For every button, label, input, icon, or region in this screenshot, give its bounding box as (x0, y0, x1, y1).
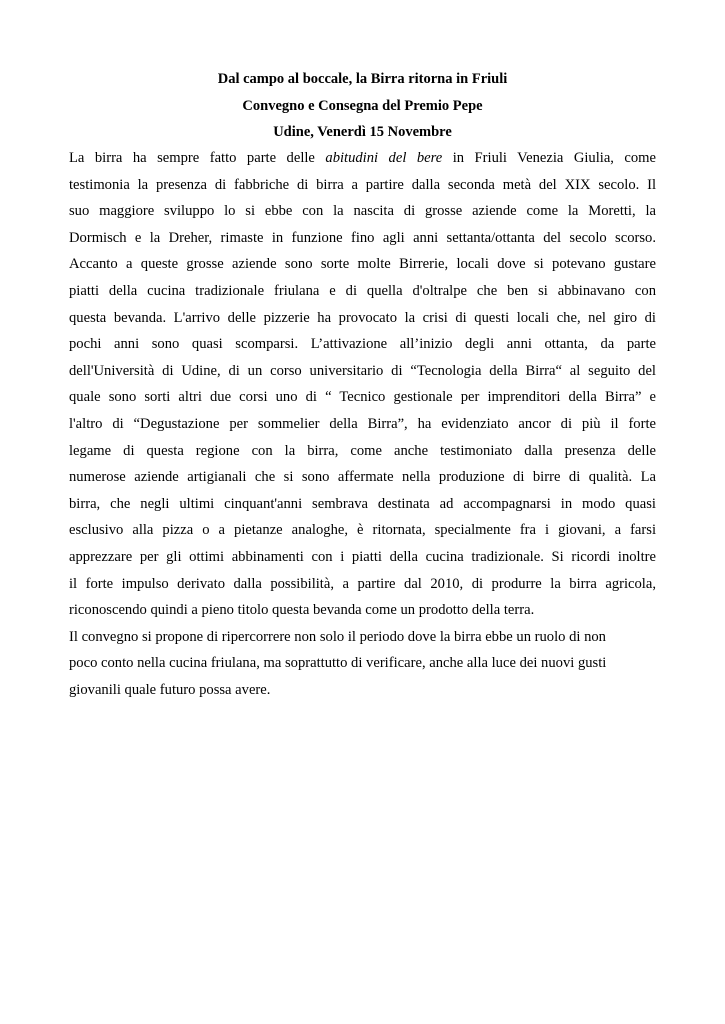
paragraph-convegno (69, 624, 656, 704)
paragraph-line: testimonia la presenza di fabbriche di birra a partire dalla seconda metà del XIX secolo. Il (69, 176, 656, 193)
line-text: La birra ha sempre fatto parte delle (69, 150, 315, 166)
body-text (69, 145, 656, 703)
paragraph-line: numerose aziende artigianali che si sono affermate nella produzione di birre di qualità. La (69, 469, 656, 486)
line-text: in Friuli Venezia Giulia, come (452, 150, 657, 166)
paragraph-line: esclusivo alla pizza o a pietanze analoghe, è ritornata, specialmente fra i giovani, a farsi (69, 522, 656, 539)
paragraph-line (69, 145, 656, 172)
paragraph-line: Dormisch e la Dreher, rimaste in funzione fino agli anni settanta/ottanta del secolo scorso. (69, 229, 656, 246)
paragraph-line: birra, che negli ultimi cinquant'anni sembrava destinata ad accompagnarsi in modo quasi (69, 495, 656, 512)
paragraph-line: Il convegno si propone di ripercorrere non solo il periodo dove la birra ebbe un ruolo di non (69, 628, 606, 645)
event-subtitle: Convegno e Consegna del Premio Pepe (242, 97, 483, 114)
paragraph-line: giovanili quale futuro possa avere. (69, 681, 271, 698)
event-date: Udine, Venerdì 15 Novembre (273, 124, 452, 140)
paragraph-line: dell'Università di Udine, di un corso universitario di “Tecnologia della Birra“ al seguito del (69, 362, 656, 379)
paragraph-intro (69, 145, 656, 624)
paragraph-line: questa bevanda. L'arrivo delle pizzerie ha provocato la crisi di questi locali che, nel giro di (69, 309, 656, 326)
paragraph-line: apprezzare per gli ottimi abbinamenti con i piatti della cucina tradizionale. Si ricordi inoltre (69, 548, 656, 565)
paragraph-line: quale sono sorti altri due corsi uno di “ Tecnico gestionale per imprenditori della Birra” e (69, 389, 656, 406)
paragraph-line: legame di questa regione con la birra, come anche testimoniato dalla presenza delle (69, 442, 656, 459)
paragraph-line: il forte impulso derivato dalla possibilità, a partire dal 2010, di produrre la birra agricola, (69, 575, 656, 592)
paragraph-line: riconoscendo quindi a pieno titolo questa bevanda come un prodotto della terra. (69, 602, 535, 619)
title-block (0, 66, 725, 146)
paragraph-line: suo maggiore sviluppo lo si ebbe con la nascita di grosse aziende come la Moretti, la (69, 203, 656, 220)
paragraph-line: Accanto a queste grosse aziende sono sorte molte Birrerie, locali dove si potevano gustare (69, 256, 656, 273)
paragraph-line: pochi anni sono quasi scomparsi. L’attivazione all’inizio degli anni ottanta, da parte (69, 336, 656, 353)
emphasized-text: abitudini del bere (325, 150, 443, 166)
paragraph-line: l'altro di “Degustazione per sommelier della Birra”, ha evidenziato ancor di più il forte (69, 415, 656, 432)
paragraph-line: poco conto nella cucina friulana, ma soprattutto di verificare, anche alla luce dei nuovi gusti (69, 655, 607, 672)
event-title: Dal campo al boccale, la Birra ritorna in Friuli (217, 71, 508, 87)
paragraph-line: piatti della cucina tradizionale friulana e di quella d'oltralpe che ben si abbinavano con (69, 282, 656, 299)
